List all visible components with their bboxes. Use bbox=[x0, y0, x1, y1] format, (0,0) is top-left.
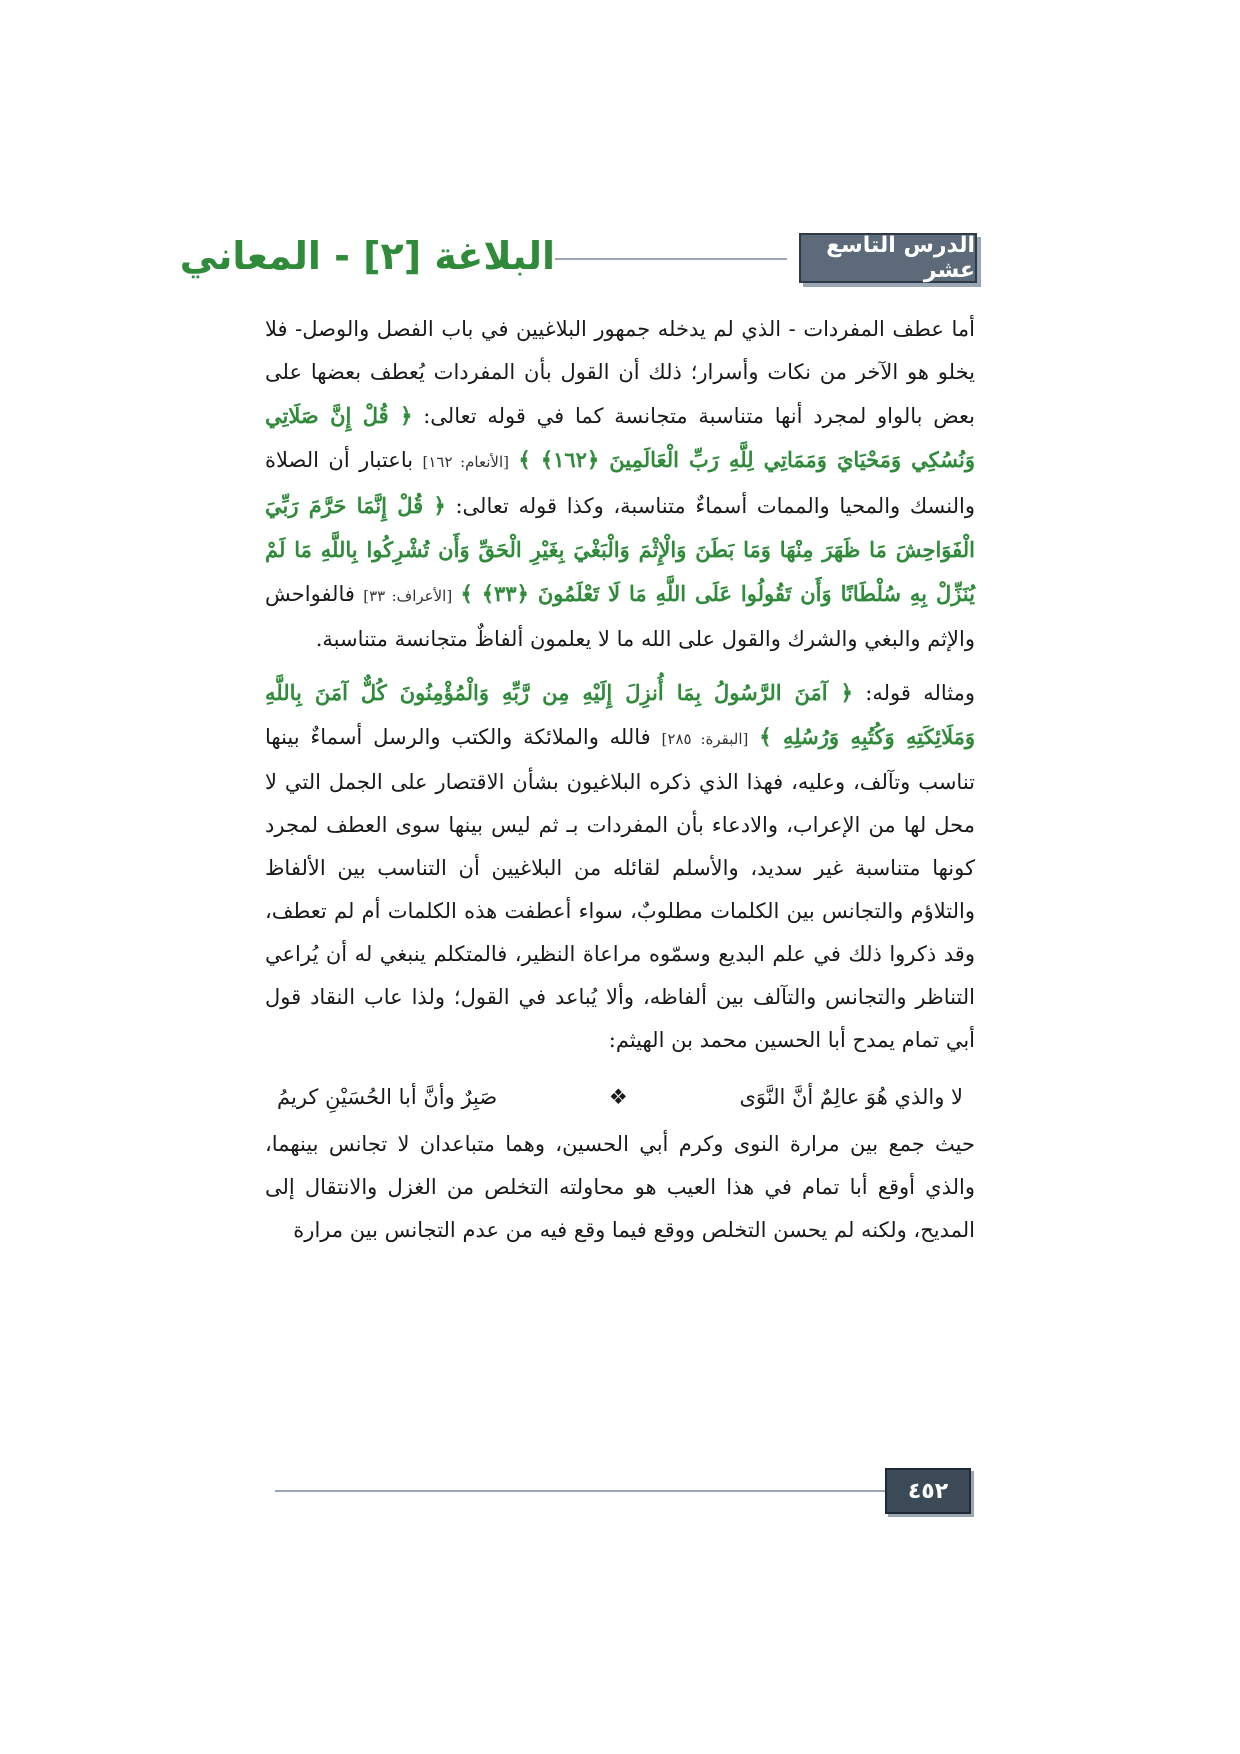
poem-first-hemistich: لا والذي هُوَ عالِمٌ أنَّ النَّوَى bbox=[739, 1085, 963, 1109]
quran-verse: ﴿ قُلْ إِنَّ صَلَاتِي وَنُسُكِي وَمَحْيَايَ وَمَمَاتِي لِلَّهِ رَبِّ الْعَالَمِينَ ﴿١٦٢﴾ ﴾ bbox=[265, 403, 975, 472]
page-header bbox=[179, 225, 977, 287]
lesson-badge: الدرس التاسع عشر bbox=[799, 233, 977, 283]
quran-verse: ﴿ آمَنَ الرَّسُولُ بِمَا أُنزِلَ إِلَيْهِ مِن رَّبِّهِ وَالْمُؤْمِنُونَ كُلٌّ آمَنَ بِاللَّهِ وَمَلَائِكَتِهِ وَكُتُبِهِ وَرُسُلِهِ ﴾ bbox=[265, 680, 976, 749]
paragraph-2 bbox=[265, 671, 975, 1062]
verse-reference: [الأعراف: ٣٣] bbox=[363, 587, 453, 605]
poem-second-hemistich: صَبِرٌ وأنَّ أبا الحُسَيْنِ كريمُ bbox=[277, 1085, 498, 1109]
quran-verse: ﴿ قُلْ إِنَّمَا حَرَّمَ رَبِّيَ الْفَوَاحِشَ مَا ظَهَرَ مِنْهَا وَمَا بَطَنَ وَالْإِثْمَ وَالْبَغْيَ بِغَيْرِ الْحَقِّ وَأَن تُشْرِكُوا بِاللَّهِ مَا لَمْ يُنَزِّلْ بِهِ سُلْطَانًا وَأَن تَقُولُوا عَلَى اللَّهِ مَا لَا تَعْلَمُونَ ﴿٣٣﴾ ﴾ bbox=[265, 493, 975, 606]
text: باعتبار أن الصلاة والنسك والمحيا والممات أسماءٌ متناسبة، وكذا قوله تعالى: bbox=[265, 448, 975, 518]
verse-reference: [الأنعام: ١٦٢] bbox=[422, 453, 509, 471]
text: أما عطف المفردات - الذي لم يدخله جمهور البلاغيين في باب الفصل والوصل- فلا يخلو هو الآخر من نكات وأسرار؛ ذلك أن القول بأن المفردات يُعطف بعضها على بعض بالواو لمجرد أنها متناسبة متجانسة كما في قوله تعالى: bbox=[265, 317, 975, 428]
paragraph-3: حيث جمع بين مرارة النوى وكرم أبي الحسين، وهما متباعدان لا تجانس بينهما، والذي أوقع أبا تمام في هذا العيب هو محاولته التخلص من الغزل والانتقال إلى المديح، ولكنه لم يحسن التخلص ووقع فيما وقع فيه من عدم التجانس بين مرارة bbox=[265, 1132, 975, 1242]
text: فالفواحش والإثم والبغي والشرك والقول على الله ما لا يعلمون ألفاظٌ متجانسة متناسبة. bbox=[265, 582, 975, 651]
header-rule bbox=[555, 258, 787, 260]
text: فالله والملائكة والكتب والرسل أسماءٌ بينها تناسب وتآلف، وعليه، فهذا الذي ذكره البلاغيون بشأن الاقتصار على الجمل التي لا محل لها من الإعراب، والادعاء بأن المفردات بـ ثم ليس بينها سوى العطف لمجرد كونها متناسبة غير سديد، والأسلم لقائله من البلاغيين أن التناسب بين الألفاظ والتلاؤم والتجانس بين الكلمات مطلوبٌ، سواء أعطفت هذه الكلمات أم لم تعطف، وقد ذكروا ذلك في علم البديع وسمّوه مراعاة النظير، فالمتكلم ينبغي له أن يُراعي التناظر والتجانس والتآلف بين ألفاظه، وألا يُباعد في القول؛ ولذا عاب النقاد قول أبي تمام يمدح أبا الحسين محمد بن الهيثم: bbox=[265, 725, 975, 1052]
footer-rule bbox=[275, 1490, 885, 1492]
paragraph-1 bbox=[265, 308, 975, 661]
body-text bbox=[265, 308, 975, 1252]
poem-verse bbox=[265, 1076, 975, 1119]
text: ومثاله قوله: bbox=[865, 681, 975, 705]
poem-separator-icon: ❖ bbox=[608, 1085, 628, 1109]
page-number: ٤٥٢ bbox=[885, 1468, 971, 1514]
verse-reference: [البقرة: ٢٨٥] bbox=[661, 730, 749, 748]
book-title: البلاغة [٢] - المعاني bbox=[179, 234, 555, 278]
